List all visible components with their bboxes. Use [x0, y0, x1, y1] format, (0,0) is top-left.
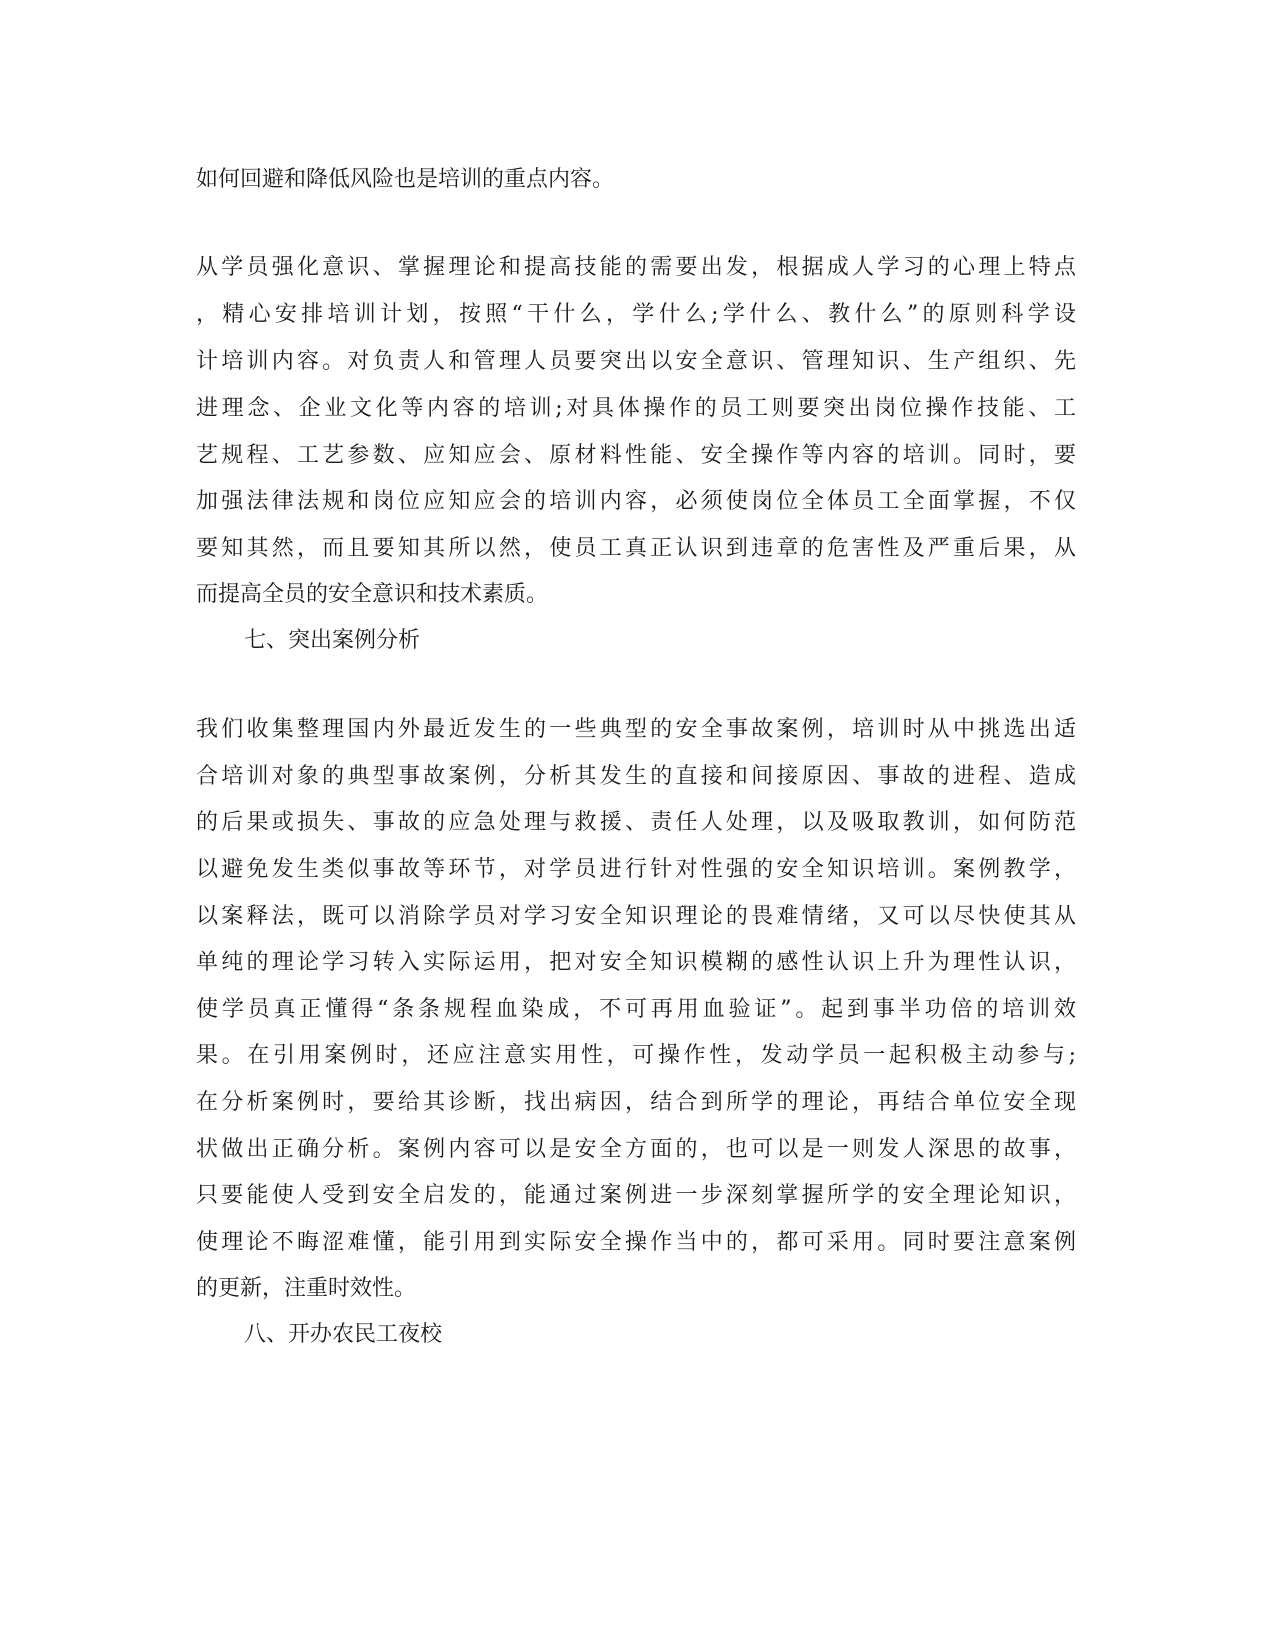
section-heading-7: 七、突出案例分析: [244, 628, 421, 653]
para2-line: 我们收集整理国内外最近发生的一些典型的安全事故案例，培训时从中挑选出适: [196, 717, 1076, 742]
para2-line: 只要能使人受到安全启发的，能通过案例进一步深刻掌握所学的安全理论知识，: [196, 1183, 1076, 1208]
para1-line: 而提高全员的安全意识和技术素质。: [196, 582, 549, 607]
para1-line: 艺规程、工艺参数、应知应会、原材料性能、安全操作等内容的培训。同时，要: [196, 443, 1076, 468]
para1-line: 计培训内容。对负责人和管理人员要突出以安全意识、管理知识、生产组织、先: [196, 349, 1076, 374]
para1-line: 进理念、企业文化等内容的培训;对具体操作的员工则要突出岗位操作技能、工: [196, 396, 1076, 421]
para2-line: 的后果或损失、事故的应急处理与救援、责任人处理，以及吸取教训，如何防范: [196, 810, 1076, 835]
para2-line: 果。在引用案例时，还应注意实用性，可操作性，发动学员一起积极主动参与;: [196, 1043, 1076, 1068]
intro-line: 如何回避和降低风险也是培训的重点内容。: [196, 167, 615, 192]
para2-line: 合培训对象的典型事故案例，分析其发生的直接和间接原因、事故的进程、造成: [196, 764, 1076, 789]
para2-line: 在分析案例时，要给其诊断，找出病因，结合到所学的理论，再结合单位安全现: [196, 1090, 1076, 1115]
para2-line: 以避免发生类似事故等环节，对学员进行针对性强的安全知识培训。案例教学，: [196, 857, 1076, 882]
para1-line: 加强法律法规和岗位应知应会的培训内容，必须使岗位全体员工全面掌握，不仅: [196, 489, 1076, 514]
para2-line: 状做出正确分析。案例内容可以是安全方面的，也可以是一则发人深思的故事，: [196, 1137, 1076, 1162]
para1-line: ，精心安排培训计划，按照“干什么，学什么;学什么、教什么”的原则科学设: [196, 302, 1076, 327]
para2-line: 的更新，注重时效性。: [196, 1276, 417, 1301]
section-heading-8: 八、开办农民工夜校: [244, 1322, 443, 1347]
para1-line: 要知其然，而且要知其所以然，使员工真正认识到违章的危害性及严重后果，从: [196, 536, 1076, 561]
para2-line: 单纯的理论学习转入实际运用，把对安全知识模糊的感性认识上升为理性认识，: [196, 950, 1076, 975]
para1-line: 从学员强化意识、掌握理论和提高技能的需要出发，根据成人学习的心理上特点: [196, 255, 1076, 280]
para2-line: 以案释法，既可以消除学员对学习安全知识理论的畏难情绪，又可以尽快使其从: [196, 904, 1076, 929]
para2-line: 使理论不晦涩难懂，能引用到实际安全操作当中的，都可采用。同时要注意案例: [196, 1230, 1076, 1255]
para2-line: 使学员真正懂得“条条规程血染成，不可再用血验证”。起到事半功倍的培训效: [196, 997, 1076, 1022]
